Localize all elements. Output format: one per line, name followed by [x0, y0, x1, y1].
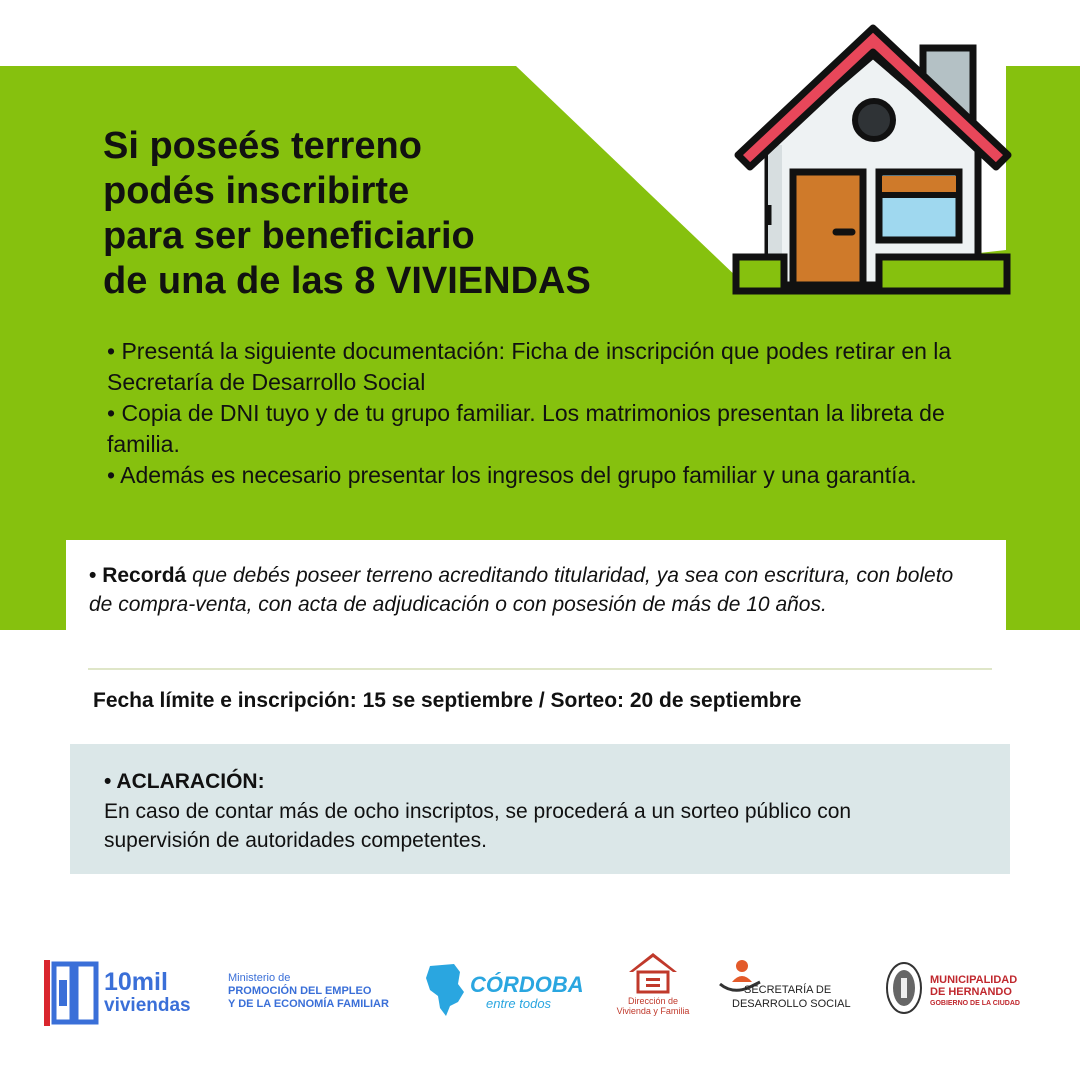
10mil-subtitle: viviendas: [104, 995, 191, 1016]
headline-line: para ser beneficiario: [103, 215, 475, 257]
reminder-box: [66, 540, 1006, 657]
10mil-title: 10mil: [104, 968, 168, 996]
logo-10mil-viviendas: [42, 958, 202, 1028]
clarification-box: [70, 744, 1010, 874]
reminder-bullet: •: [89, 564, 97, 587]
ministerio-line2: PROMOCIÓN DEL EMPLEO: [228, 985, 372, 997]
deadline-dates: Fecha límite e inscripción: 15 se septiembre / Sorteo: 20 de septiembre: [93, 689, 802, 712]
cordoba-map-icon: [424, 962, 466, 1018]
municipalidad-line2: DE HERNANDO: [930, 986, 1012, 998]
direccion-line1: Dirección de: [627, 996, 679, 1006]
logo-secretaria: [718, 958, 858, 1018]
municipalidad-line3: GOBIERNO DE LA CIUDAD: [930, 1000, 1020, 1007]
clarification-title: • ACLARACIÓN:: [104, 770, 265, 793]
direccion-line2: Vivienda y Familia: [616, 1006, 690, 1016]
list-item: • Además es necesario presentar los ingresos del grupo familiar y una garantía.: [107, 462, 917, 488]
requirements-list: [107, 336, 1017, 491]
headline-line: de una de las 8 VIVIENDAS: [103, 260, 591, 302]
logo-municipalidad: [884, 960, 1044, 1020]
ministerio-line1: Ministerio de: [228, 972, 291, 984]
logo-direccion-vivienda: [608, 950, 698, 1020]
cordoba-title: CÓRDOBA: [470, 972, 584, 997]
reminder-body: que debés poseer terreno acreditando titularidad, ya sea con escritura, con boleto de compra-venta, con acta de adjudicación o con posesión de más de 10 años.: [89, 564, 954, 616]
ministerio-line3: Y DE LA ECONOMÍA FAMILIAR: [228, 998, 389, 1010]
house-icon: [728, 20, 1018, 300]
headline-line: podés inscribirte: [103, 170, 410, 212]
municipalidad-line1: MUNICIPALIDAD: [930, 974, 1018, 986]
reminder-text: [89, 561, 969, 619]
10mil-logo-icon: [42, 958, 100, 1028]
reminder-bold-label: Recordá: [102, 564, 187, 587]
house-logo-icon: [626, 950, 680, 996]
list-item: • Copia de DNI tuyo y de tu grupo familiar. Los matrimonios presentan la libreta de familia.: [107, 400, 945, 457]
logo-ministerio: [228, 972, 408, 1022]
headline-line: Si poseés terreno: [103, 125, 422, 167]
secretaria-line1: SECRETARÍA DE: [744, 984, 832, 996]
coat-of-arms-icon: [884, 960, 924, 1016]
logo-cordoba: [424, 960, 584, 1020]
footer-logos: [0, 950, 1080, 1030]
cordoba-subtitle: entre todos: [486, 996, 552, 1011]
headline: [103, 124, 743, 304]
secretaria-line2: DESARROLLO SOCIAL: [732, 998, 851, 1010]
clarification-text: En caso de contar más de ocho inscriptos, se procederá a un sorteo público con supervisión de autoridades competentes.: [104, 800, 852, 852]
list-item: • Presentá la siguiente documentación: Ficha de inscripción que podes retirar en la Secretaría de Desarrollo Social: [107, 338, 952, 395]
divider: [88, 668, 992, 670]
